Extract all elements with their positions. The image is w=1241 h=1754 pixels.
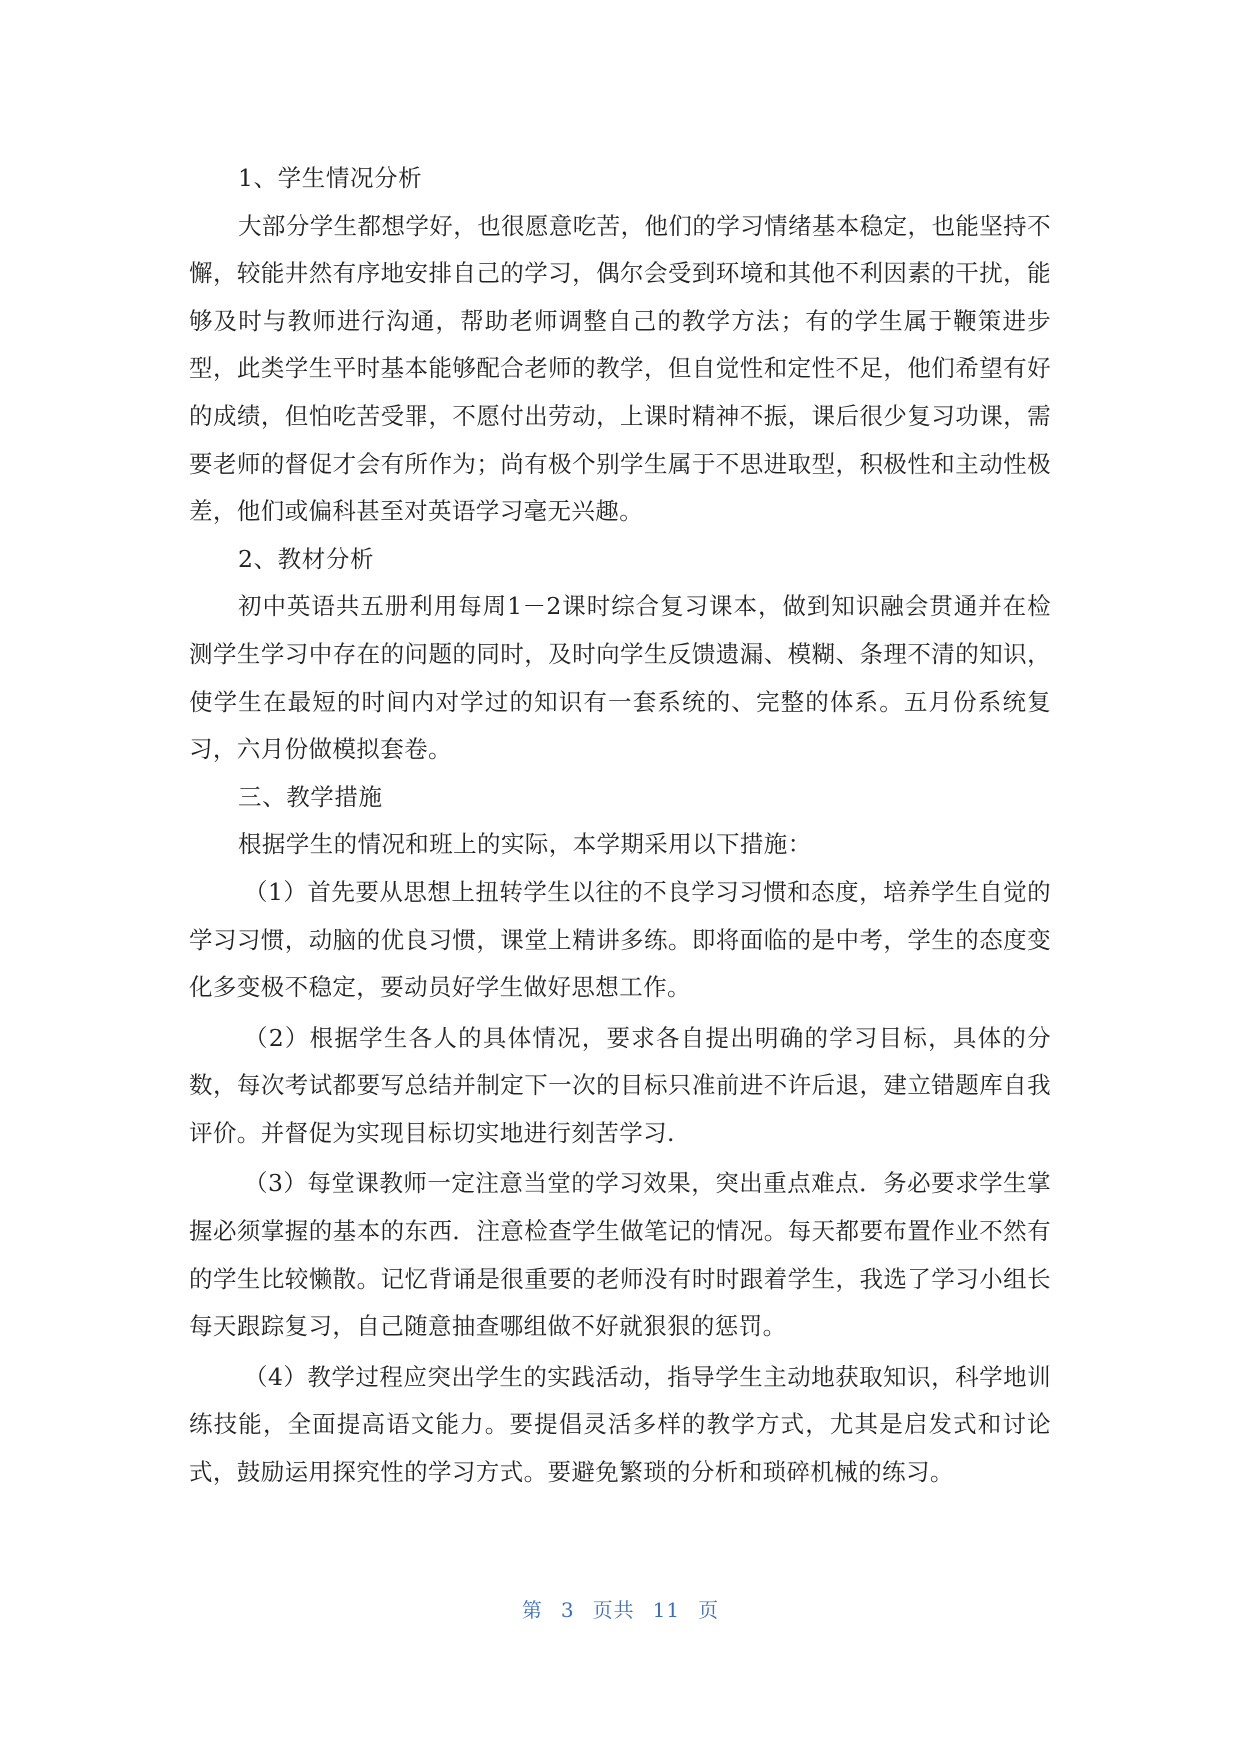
page-footer	[0, 1594, 1241, 1623]
measure-item-1: （1）首先要从思想上扭转学生以往的不良学习习惯和态度，培养学生自觉的学习习惯，动脑的优良习惯，课堂上精讲多练。即将面临的是中考，学生的态度变化多变极不稳定，要动员好学生做好思想工作。	[189, 877, 1051, 1002]
paragraph-textbook-analysis: 初中英语共五册利用每周1－2课时综合复习课本，做到知识融会贯通并在检测学生学习中存在的问题的同时，及时向学生反馈遗漏、模糊、条理不清的知识，使学生在最短的时间内对学过的知识有一套系统的、完整的体系。五月份系统复习，六月份做模拟套卷。	[189, 592, 1051, 764]
section-heading-textbook-analysis: 2、教材分析	[238, 544, 375, 573]
paragraph-student-analysis: 大部分学生都想学好，也很愿意吃苦，他们的学习情绪基本稳定，也能坚持不懈，较能井然有序地安排自己的学习，偶尔会受到环境和其他不利因素的干扰，能够及时与教师进行沟通，帮助老师调整自己的教学方法；有的学生属于鞭策进步型，此类学生平时基本能够配合老师的教学，但自觉性和定性不足，他们希望有好的成绩，但怕吃苦受罪，不愿付出劳动，上课时精神不振，课后很少复习功课，需要老师的督促才会有所作为；尚有极个别学生属于不思进取型，积极性和主动性极差，他们或偏科甚至对英语学习毫无兴趣。	[189, 211, 1051, 526]
section-heading-teaching-measures: 三、教学措施	[238, 782, 383, 811]
measure-item-2: （2）根据学生各人的具体情况，要求各自提出明确的学习目标，具体的分数，每次考试都要写总结并制定下一次的目标只准前进不许后退，建立错题库自我评价。并督促为实现目标切实地进行刻苦学习.	[189, 1023, 1051, 1147]
measure-item-4: （4）教学过程应突出学生的实践活动，指导学生主动地获取知识，科学地训练技能，全面提高语文能力。要提倡灵活多样的教学方式，尤其是启发式和讨论式，鼓励运用探究性的学习方式。要避免繁琐的分析和琐碎机械的练习。	[189, 1362, 1051, 1487]
footer-total-pages: 11	[652, 1598, 681, 1622]
document-body	[189, 155, 1051, 1497]
measure-item-3: （3）每堂课教师一定注意当堂的学习效果，突出重点难点．务必要求学生掌握必须掌握的基本的东西．注意检查学生做笔记的情况。每天都要布置作业不然有的学生比较懒散。记忆背诵是很重要的老师没有时时跟着学生，我选了学习小组长每天跟踪复习，自己随意抽查哪组做不好就狠狠的惩罚。	[189, 1169, 1051, 1341]
footer-current-page: 3	[560, 1598, 575, 1622]
footer-prefix: 第	[521, 1598, 543, 1622]
footer-suffix: 页	[698, 1598, 720, 1622]
footer-middle: 页共	[592, 1598, 635, 1622]
section-heading-student-analysis: 1、学生情况分析	[238, 164, 423, 192]
paragraph-measures-intro: 根据学生的情况和班上的实际，本学期采用以下措施：	[238, 830, 812, 859]
